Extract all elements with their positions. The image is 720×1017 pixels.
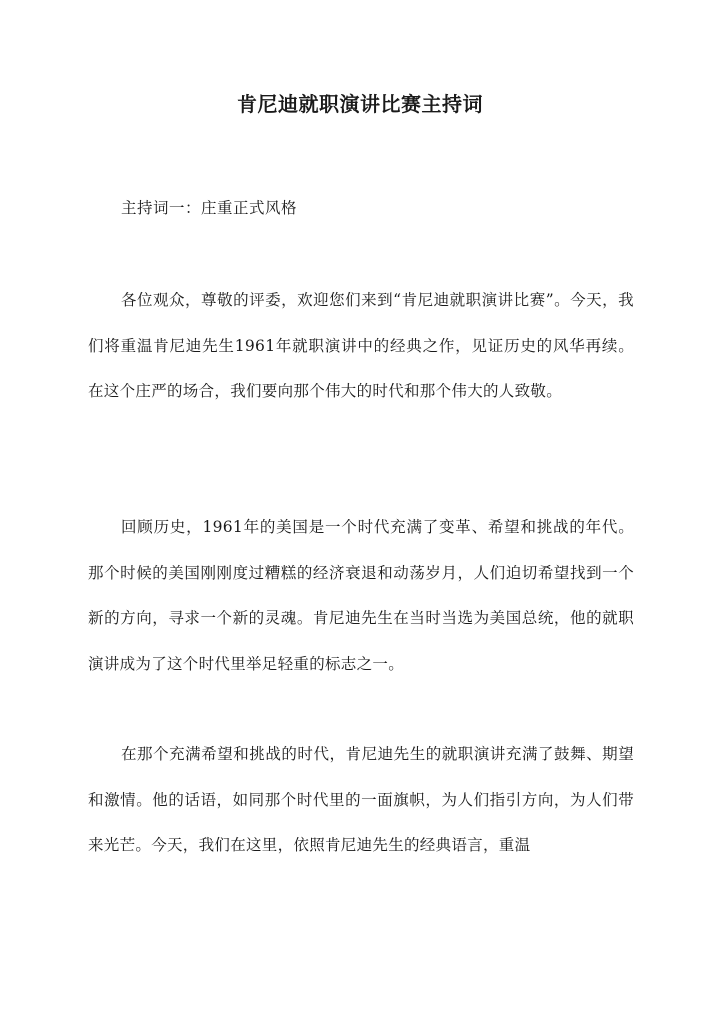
paragraph-intro: 各位观众，尊敬的评委，欢迎您们来到“肯尼迪就职演讲比赛”。今天，我们将重温肯尼迪先生1961年就职演讲中的经典之作，见证历史的风华再续。在这个庄严的场合，我们要向那个伟大的时代和那个伟大的人致敬。 bbox=[88, 291, 634, 400]
paragraph-speech: 在那个充满希望和挑战的时代，肯尼迪先生的就职演讲充满了鼓舞、期望和激情。他的话语，如同那个时代里的一面旗帜，为人们指引方向，为人们带来光芒。今天，我们在这里，依照肯尼迪先生的经典语言，重温 bbox=[88, 745, 634, 854]
section-heading: 主持词一：庄重正式风格 bbox=[121, 199, 298, 217]
document-title: 肯尼迪就职演讲比赛主持词 bbox=[237, 92, 483, 116]
paragraph-history: 回顾历史，1961年的美国是一个时代充满了变革、希望和挑战的年代。那个时候的美国刚刚度过糟糕的经济衰退和动荡岁月，人们迫切希望找到一个新的方向，寻求一个新的灵魂。肯尼迪先生在当时当选为美国总统，他的就职演讲成为了这个时代里举足轻重的标志之一。 bbox=[88, 518, 634, 673]
